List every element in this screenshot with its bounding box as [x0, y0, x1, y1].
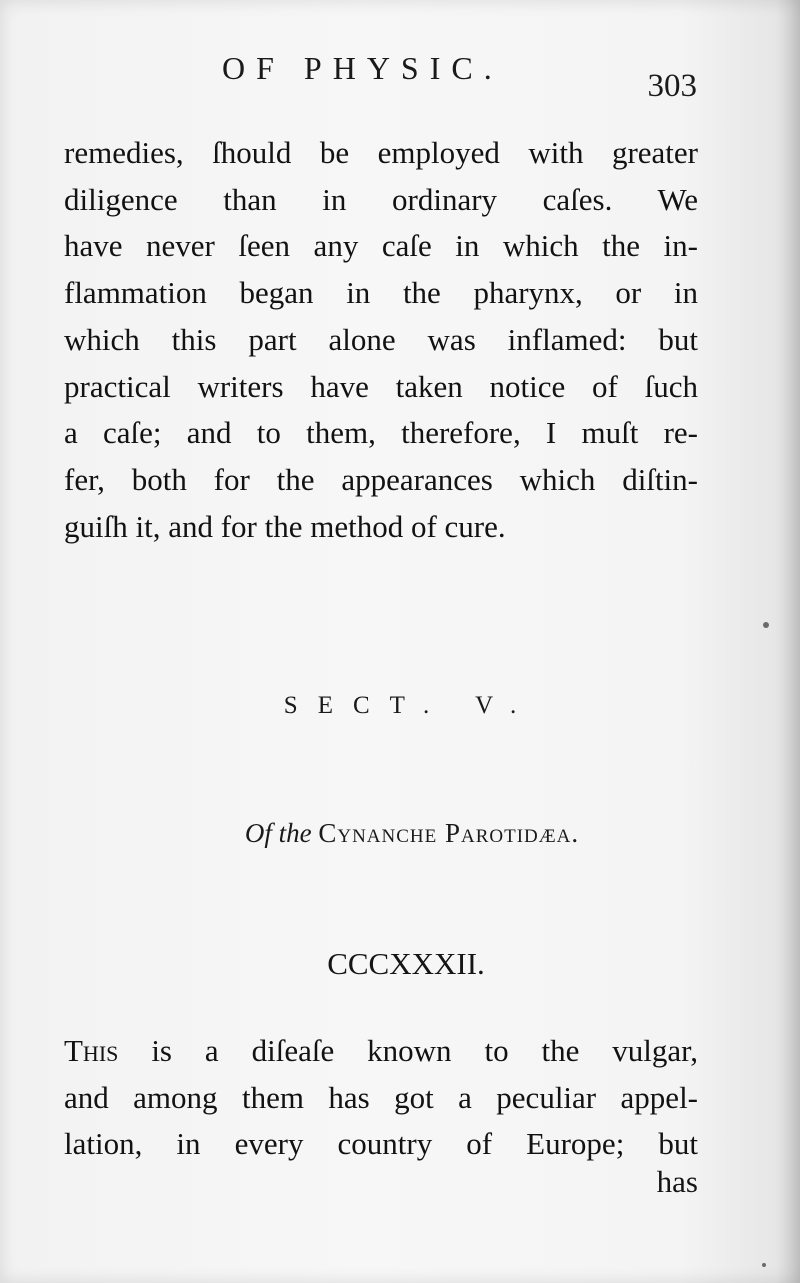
first-word: This [64, 1033, 119, 1068]
text-line: a caſe; and to them, therefore, I muſt re- [64, 415, 698, 451]
section-title-main: Cynanche Parotidæa. [318, 818, 580, 848]
text-line: have never ſeen any caſe in which the in- [64, 228, 698, 264]
text-line: diligence than in ordinary caſes. We [64, 181, 698, 217]
ink-speck [763, 622, 769, 628]
text-line: flammation began in the pharynx, or in [64, 275, 698, 311]
text-line: and among them has got a peculiar appel- [64, 1079, 698, 1115]
running-head: OF PHYSIC. [222, 50, 503, 86]
section-title-prefix: Of the [244, 818, 312, 848]
page-header [0, 50, 800, 104]
ink-speck [762, 1263, 766, 1267]
text-line: practical writers have taken notice of ſuch [64, 368, 698, 404]
text-line-rest: is a diſeaſe known to the vulgar, [118, 1033, 698, 1068]
section-title [0, 818, 800, 849]
text-line [64, 1028, 698, 1075]
text-line: remedies, ſhould be employed with greater [64, 135, 698, 170]
continuation-paragraph [64, 130, 698, 550]
text-line: lation, in every country of Europe; but [64, 1126, 698, 1162]
catchword: has [656, 1164, 698, 1199]
text-line: which this part alone was inflamed: but [64, 321, 698, 357]
paragraph-text [64, 1028, 698, 1168]
text-line: fer, both for the appearances which diſtin- [64, 461, 698, 497]
section-heading: SECT. V. [283, 692, 537, 719]
paragraph-number: CCCXXXII. [327, 946, 485, 981]
text-line: guiſh it, and for the method of cure. [64, 508, 506, 544]
page-number: 303 [647, 68, 697, 104]
